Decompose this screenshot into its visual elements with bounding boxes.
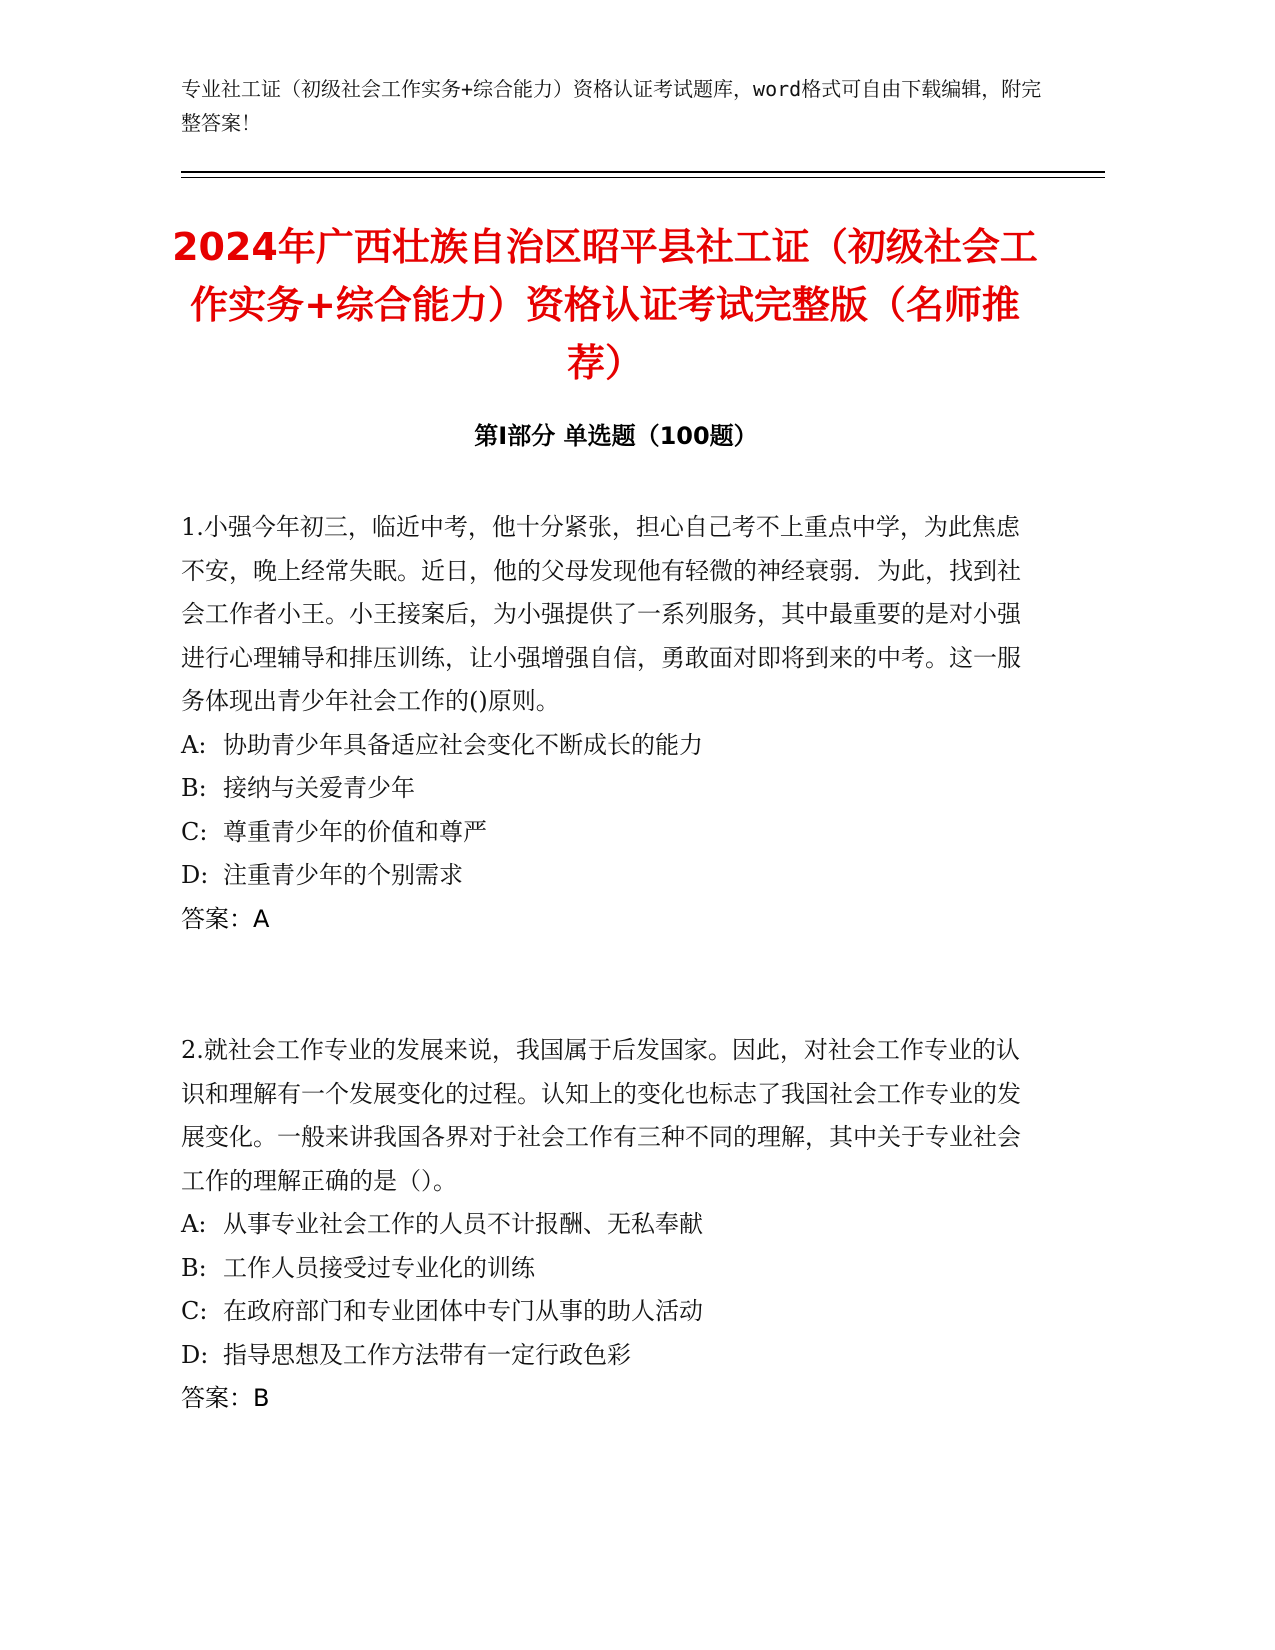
option-text: 协助青少年具备适应社会变化不断成长的能力 <box>223 730 703 759</box>
option-d <box>181 1334 1021 1378</box>
option-letter: C: <box>181 817 208 846</box>
option-letter: C: <box>181 1297 208 1325</box>
option-letter: B: <box>181 774 207 802</box>
option-letter: A: <box>181 730 207 759</box>
option-d <box>181 854 1021 898</box>
option-c <box>181 811 1021 855</box>
option-text: 在政府部门和专业团体中专门从事的助人活动 <box>223 1297 703 1325</box>
option-a <box>181 724 1021 768</box>
answer-line: 答案：B <box>181 1384 270 1412</box>
option-text: 接纳与关爱青少年 <box>223 774 415 802</box>
option-text: 尊重青少年的价值和尊严 <box>223 817 487 846</box>
question-block <box>181 1029 1021 1421</box>
option-text: 从事专业社会工作的人员不计报酬、无私奉献 <box>223 1210 703 1238</box>
document-title: 2024年广西壮族自治区昭平县社工证（初级社会工作实务+综合能力）资格认证考试完整版（名师推荐） <box>172 225 1038 385</box>
option-b <box>181 1247 1021 1291</box>
option-letter: A: <box>181 1210 207 1238</box>
option-a <box>181 1203 1021 1247</box>
option-text: 注重青少年的个别需求 <box>223 861 463 889</box>
answer-line: 答案：A <box>181 904 270 933</box>
option-letter: B: <box>181 1253 207 1282</box>
option-text: 指导思想及工作方法带有一定行政色彩 <box>223 1340 631 1369</box>
question-stem: 2.就社会工作专业的发展来说，我国属于后发国家。因此，对社会工作专业的认识和理解有一个发展变化的过程。认知上的变化也标志了我国社会工作专业的发展变化。一般来讲我国各界对于社会工作有三种不同的理解，其中关于专业社会工作的理解正确的是（）。 <box>181 1036 1021 1195</box>
option-b <box>181 767 1021 811</box>
header-divider-thick <box>181 171 1105 173</box>
question-block <box>181 506 1021 941</box>
question-stem: 1.小强今年初三，临近中考，他十分紧张，担心自己考不上重点中学，为此焦虑不安，晚上经常失眠。近日，他的父母发现他有轻微的神经衰弱．为此，找到社会工作者小王。小王接案后，为小强提供了一系列服务，其中最重要的是对小强进行心理辅导和排压训练，让小强增强自信，勇敢面对即将到来的中考。这一服务体现出青少年社会工作的()原则。 <box>181 513 1021 715</box>
option-text: 工作人员接受过专业化的训练 <box>223 1253 535 1282</box>
header-divider-thin <box>181 177 1105 178</box>
section-heading: 第Ⅰ部分 单选题（100题） <box>474 422 758 450</box>
option-letter: D: <box>181 1340 209 1369</box>
option-letter: D: <box>181 861 209 889</box>
header-note: 专业社工证（初级社会工作实务+综合能力）资格认证考试题库，word格式可自由下载编辑，附完整答案！ <box>181 77 1042 135</box>
option-c <box>181 1290 1021 1334</box>
